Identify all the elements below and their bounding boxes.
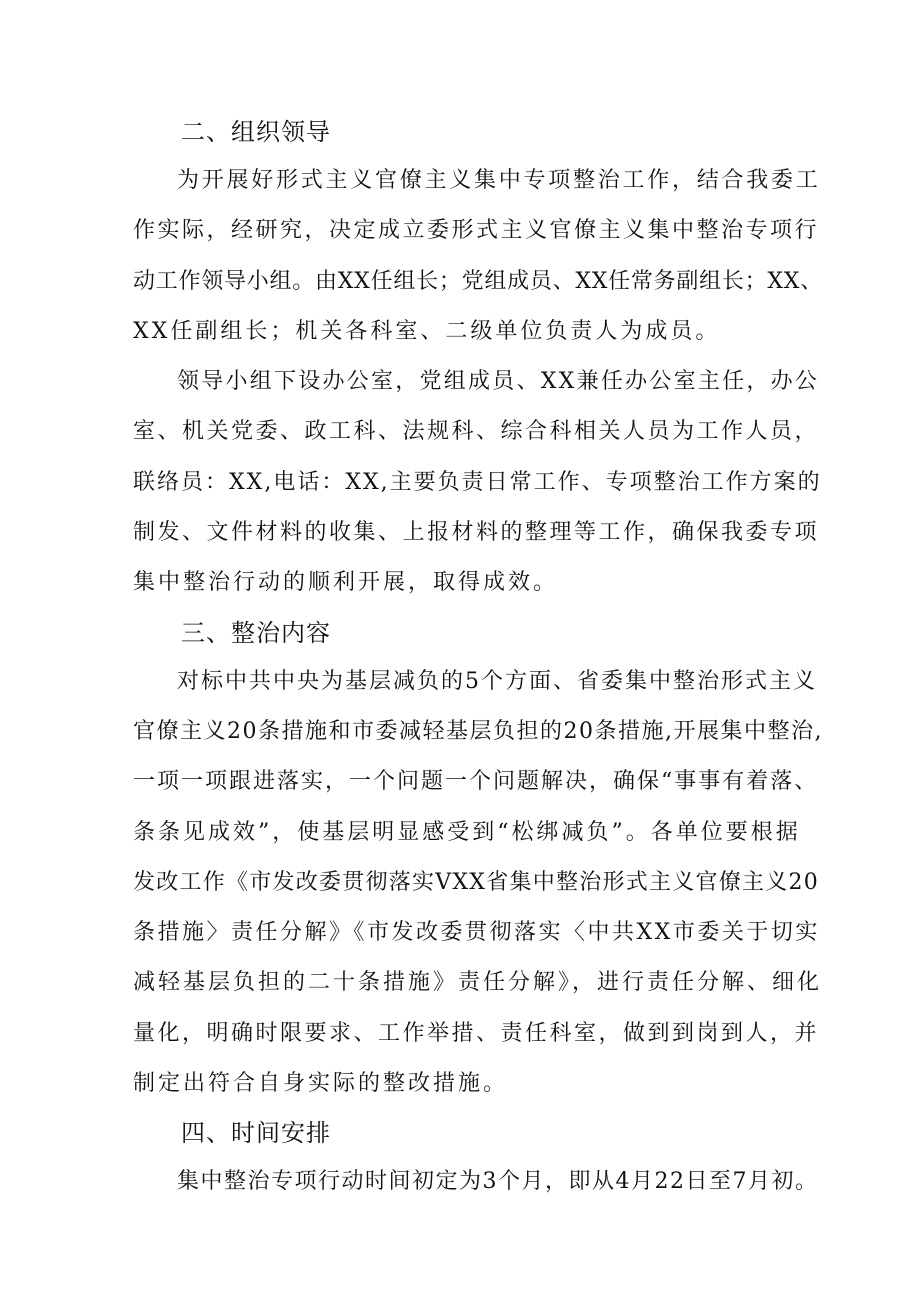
text-line: 制发、文件材料的收集、上报材料的整理等工作，确保我委专项 <box>133 520 820 546</box>
text-line: 发改工作《市发改委贯彻落实VXX省集中整治形式主义官僚主义20 <box>133 869 819 895</box>
text-line: 为开展好形式主义官僚主义集中专项整治工作，结合我委工 <box>177 168 821 193</box>
section-heading-organization: 二、组织领导 <box>181 118 331 146</box>
paragraph-leading-group <box>133 156 823 357</box>
text-line: 制定出符合自身实际的整改措施。 <box>133 1071 509 1097</box>
paragraph-office <box>133 357 822 608</box>
text-line: 动工作领导小组。由XX任组长；党组成员、XX任常务副组长；XX、 <box>133 268 823 294</box>
text-line: 一项一项跟进落实，一个问题一个问题解决，确保“事事有着落、 <box>133 769 819 795</box>
text-line: 集中整治行动的顺利开展，取得成效。 <box>133 570 559 596</box>
text-line: 条措施〉责任分解》《市发改委贯彻落实〈中共XX市委关于切实 <box>133 920 820 946</box>
text-line: 条条见成效”，使基层明显感受到“松绑减负”。各单位要根据 <box>133 819 801 845</box>
text-line: 集中整治专项行动时间初定为3个月，即从4月22日至7月初。 <box>177 1169 819 1195</box>
text-line: 官僚主义20条措施和市委减轻基层负担的20条措施,开展集中整治, <box>133 718 823 744</box>
text-line: 作实际，经研究，决定成立委形式主义官僚主义集中整治专项行 <box>133 218 820 244</box>
text-line: 量化，明确时限要求、工作举措、责任科室，做到到岗到人，并 <box>133 1020 820 1046</box>
section-heading-schedule: 四、时间安排 <box>181 1119 331 1148</box>
text-line: XX任副组长；机关各科室、二级单位负责人为成员。 <box>133 318 721 344</box>
paragraph-schedule <box>133 1157 819 1207</box>
text-line: 联络员：XX,电话：XX,主要负责日常工作、专项整治工作方案的 <box>133 469 822 495</box>
document-body <box>133 108 823 1208</box>
text-line: 减轻基层负担的二十条措施》责任分解》，进行责任分解、细化 <box>133 970 823 996</box>
section-heading-rectification: 三、整治内容 <box>181 618 331 647</box>
text-line: 领导小组下设办公室，党组成员、XX兼任办公室主任，办公 <box>177 369 820 395</box>
text-line: 对标中共中央为基层减负的5个方面、省委集中整治形式主义 <box>177 668 817 694</box>
text-line: 室、机关党委、政工科、法规科、综合科相关人员为工作人员， <box>133 419 820 445</box>
paragraph-rectification-content <box>133 657 823 1110</box>
